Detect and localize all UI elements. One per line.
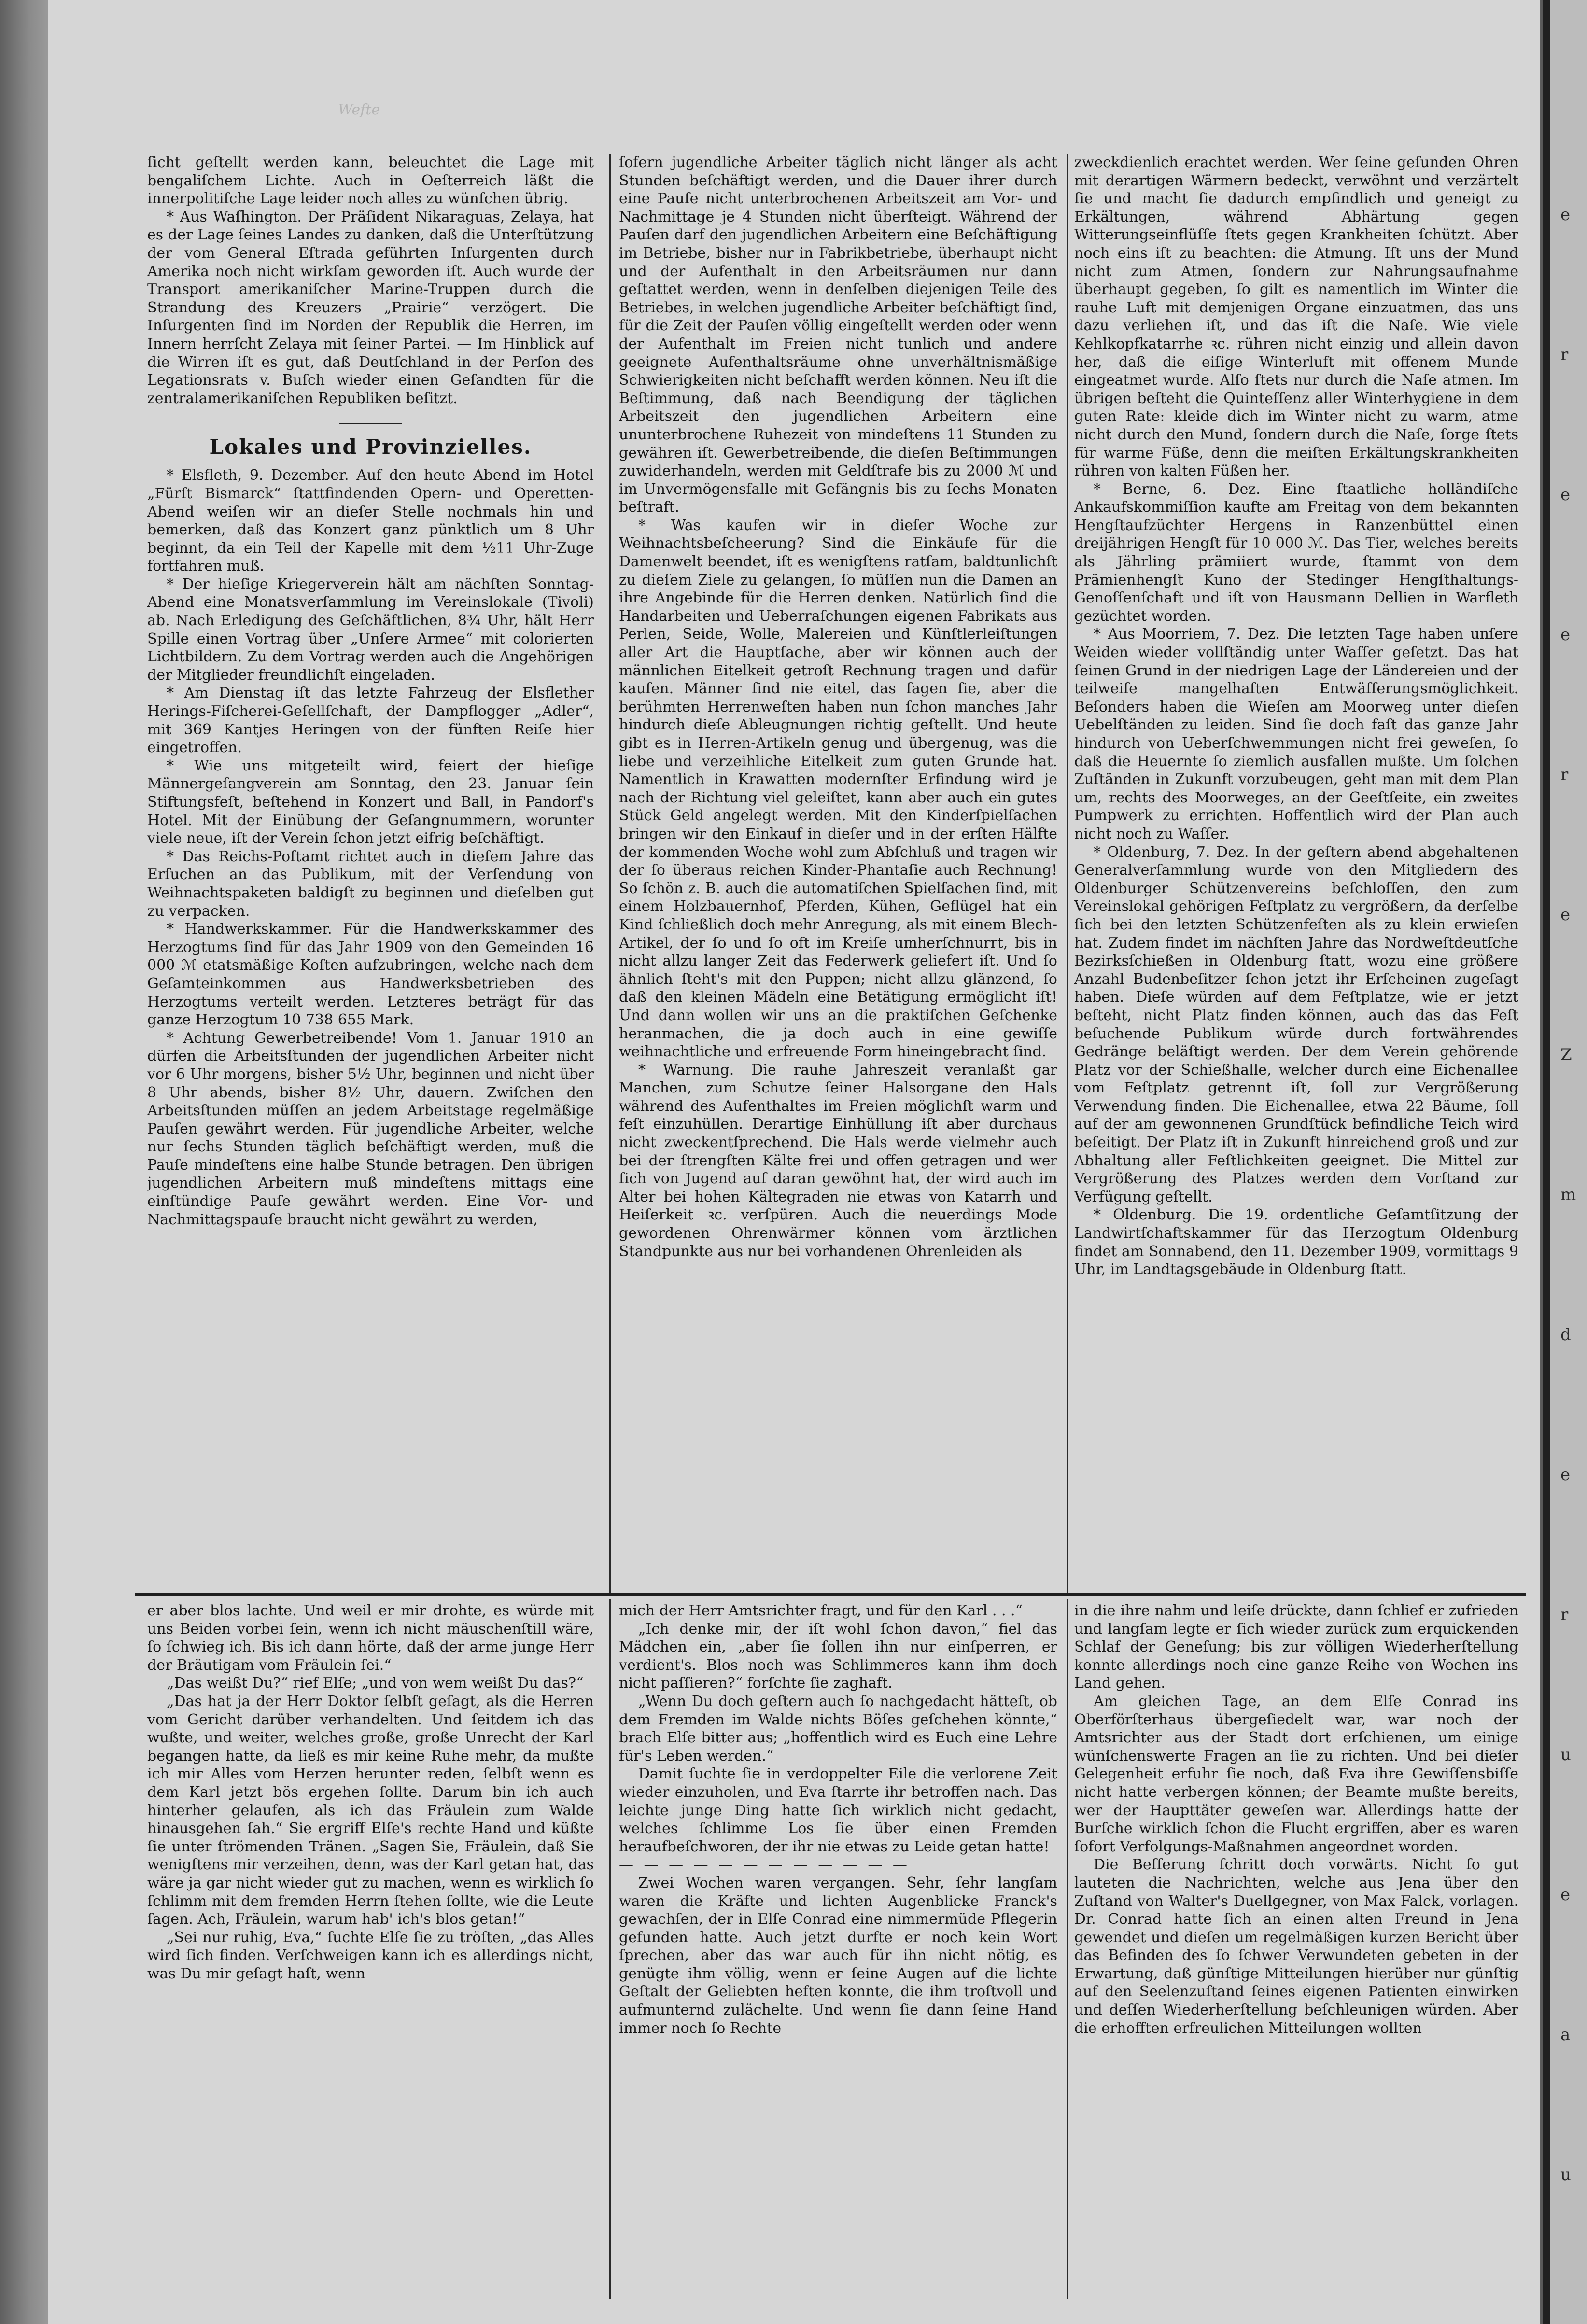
section-separator: [147, 415, 594, 425]
top-column-1: [147, 154, 594, 1587]
column-divider: [1067, 154, 1068, 1593]
article-paragraph: „Wenn Du doch geſtern auch ſo nachgedacht hätteſt, ob dem Fremden im Walde nichts Böſes geſchehen könnte,“ brach Elſe bitter aus; „hoffentlich wird es Euch eine Lehre für's Leben werden.“: [619, 1693, 1057, 1764]
margin-fragment: r: [1560, 1605, 1569, 1624]
separator-line: [339, 423, 402, 424]
article-paragraph: * Warnung. Die rauhe Jahreszeit veranlaßt gar Manchen, zum Schutze ſeiner Halsorgane den Hals während des Aufenthaltes im Freien möglichſt warm und feſt einzuhüllen. Derartige Einhüllung iſt aber durchaus nicht zweckentſprechend. Die Hals werde vielmehr auch bei der ſtrengſten Kälte frei und offen getragen und wer ſich von Jugend auf daran gewöhnt hat, der wird auch im Alter bei hohen Kältegraden nie etwas von Katarrh und Heiſerkeit ꝛc. verſpüren. Auch die neuerdings Mode gewordenen Ohrenwärmer können vom ärztlichen Standpunkte aus nur bei vorhandenen Ohrenleiden als: [619, 1061, 1057, 1260]
margin-fragment: d: [1560, 1325, 1571, 1344]
adjacent-page-fragments: [1560, 145, 1580, 2221]
faint-stamp: Wefte: [338, 101, 380, 118]
section-divider-rule: [135, 1593, 1526, 1596]
article-paragraph: * Das Reichs-Poſtamt richtet auch in dieſem Jahre das Erſuchen an das Publikum, mit der Verſendung von Weihnachtspaketen baldigſt zu beginnen und dieſelben gut zu verpacken.: [147, 848, 594, 920]
margin-fragment: m: [1560, 1185, 1576, 1204]
article-paragraph: er aber blos lachte. Und weil er mir drohte, es würde mit uns Beiden vorbei ſein, wenn ich nicht mäuschenſtill wäre, ſo ſchwieg ich. Bis ich dann hörte, daß der arme junge Herr der Bräutigam vom Fräulein ſei.“: [147, 1602, 594, 1674]
margin-fragment: Z: [1560, 1045, 1572, 1064]
section-heading: Lokales und Provinzielles.: [209, 435, 532, 459]
margin-fragment: r: [1560, 765, 1569, 784]
column-divider: [609, 1599, 611, 2299]
article-paragraph: Am gleichen Tage, an dem Elſe Conrad ins Oberförſterhaus übergeſiedelt war, war noch der Amtsrichter aus der Stadt dort erſchienen, um einige wünſchenswerte Fragen an ſie zu richten. Und bei dieſer Gelegenheit erfuhr ſie noch, daß Eva ihre Gewiſſensbiſſe nicht hatte verbergen können; der Beamte mußte bereits, wer der Haupttäter geweſen war. Allerdings hatte der Burſche wirklich ſchon die Flucht ergriffen, aber es waren ſofort Verfolgungs-Maßnahmen angeordnet worden.: [1074, 1693, 1518, 1855]
article-paragraph: „Sei nur ruhig, Eva,“ ſuchte Elſe ſie zu tröſten, „das Alles wird ſich finden. Verſchweigen kann ich es allerdings nicht, was Du mir geſagt haſt, wenn: [147, 1929, 594, 1982]
margin-fragment: r: [1560, 345, 1569, 364]
article-paragraph: * Aus Waſhington. Der Präſident Nikaraguas, Zelaya, hat es der Lage ſeines Landes zu danken, daß die Unterſtützung der vom General Eſtrada geführten Inſurgenten durch Amerika noch nicht wirkſam geworden iſt. Auch wurde der Transport amerikaniſcher Marine-Truppen durch die Strandung des Kreuzers „Prairie“ verzögert. Die Inſurgenten ſind im Norden der Republik die Herren, im Innern herrſcht Zelaya mit ſeiner Partei. — Im Hinblick auf die Wirren iſt es gut, daß Deutſchland in der Perſon des Legationsrats v. Buſch wieder einen Geſandten für die zentralamerikaniſchen Republiken beſitzt.: [147, 208, 594, 407]
article-paragraph: „Das weißt Du?“ rief Elſe; „und von wem weißt Du das?“: [167, 1675, 584, 1692]
bottom-column-3: [1074, 1602, 1518, 2297]
margin-fragment: u: [1560, 2165, 1571, 2184]
margin-fragment: e: [1560, 1885, 1571, 1904]
article-paragraph: ſicht geſtellt werden kann, beleuchtet die Lage mit bengaliſchem Lichte. Auch in Oeſterreich läßt die innerpolitiſche Lage leider noch alles zu wünſchen übrig.: [147, 154, 594, 208]
article-paragraph: * Was kaufen wir in dieſer Woche zur Weihnachtsbeſcheerung? Sind die Einkäufe für die Damenwelt beendet, iſt es wenigſtens ratſam, baldtunlichſt zu dieſem Ziele zu gelangen, ſo müſſen nun die Damen an ihre Angebinde für die Herren denken. Natürlich ſind die Handarbeiten und Ueberraſchungen eigenen Fabrikats aus Perlen, Seide, Wolle, Malereien und Künſtlerleiſtungen aller Art die Hauptſache, aber wir können auch der männlichen Eitelkeit getroſt Rechnung tragen und dafür kaufen. Männer ſind nie eitel, das ſagen ſie, aber die berühmten Herrenweſten haben nun ſchon manches Jahr hindurch dieſe Ableugnungen richtig geſtellt. Und heute gibt es in Herren-Artikeln genug und übergenug, was die liebe und verzeihliche Eitelkeit zum guten Grunde hat. Namentlich in Krawatten modernſter Erfindung wird je nach der Richtung viel geleiſtet, kann aber auch ein gutes Stück Geld angelegt werden. Mit den Kinderſpielſachen bringen wir den Einkauf in dieſer und in der erſten Hälfte der kommenden Woche wohl zum Abſchluß und tragen wir der ſo überaus reichen Kinder-Phantaſie auch Rechnung! So ſchön z. B. auch die automatiſchen Spielſachen ſind, mit einem Holzbauernhof, Pferden, Kühen, Geflügel hat ein Kind ſchließlich doch mehr Anregung, als mit einem Blech-Artikel, der ſo und ſo oft im Kreiſe umherſchnurrt, bis in nicht allzu langer Zeit das Federwerk geliefert iſt. Und ſo ähnlich ſteht's mit den Puppen; nicht allzu glänzend, ſo daß den kleinen Mädeln eine Betätigung ermöglicht iſt! Und dann wollen wir uns an die praktiſchen Geſchenke heranmachen, die ja doch auch in eine gewiſſe weihnachtliche und erfreuende Form hineingebracht ſind.: [619, 517, 1057, 1061]
article-paragraph: * Oldenburg, 7. Dez. In der geſtern abend abgehaltenen Generalverſammlung wurde von den Mitgliedern des Oldenburger Schützenvereins beſchloſſen, den zum Vereinslokal gehörigen Feſtplatz zu vergrößern, da derſelbe ſich bei den letzten Schützenfeſten als zu klein erwieſen hat. Zudem findet im nächſten Jahre das Nordweſtdeutſche Bezirksſchießen in Oldenburg ſtatt, wozu eine größere Anzahl Budenbeſitzer ſchon jetzt ihr Erſcheinen zugeſagt haben. Dieſe würden auf dem Feſtplatze, wie er jetzt beſteht, nicht Platz finden können, auch das das Feſt beſuchende Publikum würde durch fortwährendes Gedränge beläſtigt werden. Der dem Verein gehörende Platz vor der Schießhalle, welcher durch eine Eichenallee vom Feſtplatz getrennt iſt, ſoll zur Vergrößerung Verwendung finden. Die Eichenallee, etwa 22 Bäume, ſoll auf der am gewonnenen Grundſtück befindliche Teich wird beſeitigt. Der Platz iſt in Zukunft hinreichend groß und zur Abhaltung aller Feſtlichkeiten geeignet. Die Mittel zur Vergrößerung des Platzes werden dem Vorſtand zur Verfügung geſtellt.: [1074, 843, 1518, 1205]
article-paragraph: mich der Herr Amtsrichter fragt, und für den Karl . . .“: [619, 1602, 1023, 1619]
margin-fragment: e: [1560, 905, 1571, 924]
article-paragraph: * Der hieſige Kriegerverein hält am nächſten Sonntag-Abend eine Monatsverſammlung im Vereinslokale (Tivoli) ab. Nach Erledigung des Geſchäftlichen, 8¾ Uhr, hält Herr Spille einen Vortrag über „Unſere Armee“ mit colorierten Lichtbildern. Zu dem Vortrag werden auch die Angehörigen der Mitglieder freundlichſt eingeladen.: [147, 575, 594, 684]
margin-fragment: a: [1560, 2025, 1571, 2044]
dash-separator: — — — — — — — — — — — —: [619, 1856, 910, 1874]
margin-fragment: e: [1560, 625, 1571, 644]
article-paragraph: ſofern jugendliche Arbeiter täglich nicht länger als acht Stunden beſchäftigt werden, und die Dauer ihrer durch eine Pauſe nicht unterbrochenen Arbeitszeit am Vor- und Nachmittage je 4 Stunden nicht überſteigt. Während der Pauſen darf den jugendlichen Arbeitern eine Beſchäftigung im Betriebe, bisher nur in Fabrikbetriebe, überhaupt nicht und der Aufenthalt in den Arbeitsräumen nur dann geſtattet werden, wenn in denſelben diejenigen Teile des Betriebes, in welchen jugendliche Arbeiter beſchäftigt ſind, für die Zeit der Pauſen völlig eingeſtellt werden oder wenn der Aufenthalt im Freien nicht tunlich und andere geeignete Aufenthaltsräume ohne unverhältnismäßige Schwierigkeiten nicht beſchafft werden können. Neu iſt die Beſtimmung, daß nach Beendigung der täglichen Arbeitszeit den jugendlichen Arbeitern eine ununterbrochene Ruhezeit von mindeſtens 11 Stunden zu gewähren iſt. Gewerbetreibende, die dieſen Beſtimmungen zuwiderhandeln, werden mit Geldſtrafe bis zu 2000 ℳ und im Unvermögensfalle mit Gefängnis bis zu ſechs Monaten beſtraft.: [619, 154, 1057, 516]
article-paragraph: * Elsfleth, 9. Dezember. Auf den heute Abend im Hotel „Fürſt Bismarck“ ſtattfindenden Opern- und Operetten-Abend weiſen wir an dieſer Stelle nochmals hin und bemerken, daß das Konzert ganz pünktlich um 8 Uhr beginnt, da ein Teil der Kapelle mit dem ½11 Uhr-Zuge fortfahren muß.: [147, 467, 594, 575]
column-divider: [1067, 1599, 1068, 2299]
article-paragraph: „Ich denke mir, der iſt wohl ſchon davon,“ fiel das Mädchen ein, „aber ſie ſollen ihn nur einſperren, er verdient's. Blos noch was Schlimmeres kann ihm doch nicht paſſieren?“ forſchte ſie zaghaft.: [619, 1620, 1057, 1692]
article-paragraph: zweckdienlich erachtet werden. Wer ſeine geſunden Ohren mit derartigen Wärmern bedeckt, verwöhnt und verzärtelt ſie und macht ſie dadurch empfindlich und geneigt zu Erkältungen, während Abhärtung gegen Witterungseinflüſſe ſtets gegen Krankheiten ſchützt. Aber noch eins iſt zu beachten: die Atmung. Iſt uns der Mund nicht zum Atmen, ſondern zur Nahrungsaufnahme überhaupt gegeben, ſo gilt es namentlich im Winter die rauhe Luft mit demjenigen Organe einzuatmen, das uns dazu verliehen iſt, und das iſt die Naſe. Wie viele Kehlkopfkatarrhe ꝛc. rühren nicht einzig und allein davon her, daß die eiſige Winterluft mit offenem Munde eingeatmet wurde. Alſo ſtets nur durch die Naſe atmen. Im übrigen beſteht die Quinteſſenz aller Winterhygiene in dem guten Rate: kleide dich im Winter nicht zu warm, atme nicht durch den Mund, ſondern durch die Naſe, ſorge ſtets für warme Füße, denn die meiſten Erkältungskrankheiten rühren von kalten Füßen her.: [1074, 154, 1518, 480]
article-paragraph: in die ihre nahm und leiſe drückte, dann ſchlief er zufrieden und langſam legte er ſich wieder zurück zum erquickenden Schlaf der Geneſung; bis zur völligen Wiederherſtellung konnte allerdings noch eine ganze Reihe von Wochen ins Land gehen.: [1074, 1602, 1518, 1692]
article-paragraph: Zwei Wochen waren vergangen. Sehr, ſehr langſam waren die Kräfte und lichten Augenblicke Franck's gewachſen, der in Elſe Conrad eine nimmermüde Pflegerin gefunden hatte. Auch jetzt durfte er noch kein Wort ſprechen, aber das war auch für ihn nicht nötig, es genügte ihm völlig, wenn er ſeine Augen auf die lichte Geſtalt der Geliebten heften konnte, die ihm troſtvoll und aufmunternd zulächelte. Und wenn ſie dann ſeine Hand immer noch ſo Rechte: [619, 1874, 1057, 2037]
margin-fragment: e: [1560, 1465, 1571, 1484]
bottom-column-2: [619, 1602, 1057, 2297]
top-column-3: [1074, 154, 1518, 1587]
article-paragraph: * Am Dienstag iſt das letzte Fahrzeug der Elsflether Herings-Fiſcherei-Geſellſchaft, der Dampflogger „Adler“, mit 369 Kantjes Heringen von der fünften Reiſe hier eingetroffen.: [147, 685, 594, 756]
article-paragraph: * Wie uns mitgeteilt wird, feiert der hieſige Männergeſangverein am Sonntag, den 23. Januar ſein Stiftungsfeſt, beſtehend in Konzert und Ball, in Pandorf's Hotel. Mit der Einübung der Geſangnummern, worunter viele neue, iſt der Verein ſchon jetzt eifrig beſchäftigt.: [147, 757, 594, 847]
article-paragraph: Damit ſuchte ſie in verdoppelter Eile die verlorene Zeit wieder einzuholen, und Eva ſtarrte ihr betroffen nach. Das leichte junge Ding hatte ſich wirklich nicht gedacht, welches ſchlimme Los ſie über einen Fremden heraufbeſchworen, der ihr nie etwas zu Leide getan hatte!: [619, 1765, 1057, 1855]
article-paragraph: * Berne, 6. Dez. Eine ſtaatliche holländiſche Ankaufskommiſſion kaufte am Freitag von dem bekannten Hengſtaufzüchter Hergens in Ranzenbüttel einen dreijährigen Hengſt für 10 000 ℳ. Das Tier, welches bereits als Jährling prämiiert wurde, ſtammt von dem Prämienhengſt Kuno der Stedinger Hengſthaltungs-Genoſſenſchaft und iſt von Hausmann Dellien in Warfleth gezüchtet worden.: [1074, 480, 1518, 625]
article-paragraph: * Aus Moorriem, 7. Dez. Die letzten Tage haben unſere Weiden wieder vollſtändig unter Waſſer geſetzt. Das hat ſeinen Grund in der niedrigen Lage der Ländereien und der teilweiſe mangelhaften Entwäſſerungsmöglichkeit. Beſonders haben die Wieſen am Moorweg unter dieſen Uebelſtänden zu leiden. Sind ſie doch faſt das ganze Jahr hindurch von Ueberſchwemmungen nicht frei geweſen, ſo daß die Heuernte ſo ziemlich ausfallen mußte. Um ſolchen Zuſtänden in Zukunft vorzubeugen, geht man mit dem Plan um, rechts des Moorweges, an der Geeſtſeite, ein zweites Pumpwerk zu errichten. Hoffentlich wird der Plan auch nicht noch zu Waſſer.: [1074, 626, 1518, 842]
margin-fragment: u: [1560, 1745, 1571, 1764]
bottom-column-1: [147, 1602, 594, 2297]
article-paragraph: * Handwerkskammer. Für die Handwerkskammer des Herzogtums ſind für das Jahr 1909 von den Gemeinden 16 000 ℳ etatsmäßige Koſten aufzubringen, welche nach dem Geſamteinkommen aus Handwerksbetrieben des Herzogtums verteilt werden. Letzteres beträgt für das ganze Herzogtum 10 738 655 Mark.: [147, 921, 594, 1029]
article-paragraph: * Oldenburg. Die 19. ordentliche Geſamtſitzung der Landwirtſchaftskammer für das Herzogtum Oldenburg findet am Sonnabend, den 11. Dezember 1909, vormittags 9 Uhr, im Landtagsgebäude in Oldenburg ſtatt.: [1074, 1206, 1518, 1278]
article-paragraph: „Das hat ja der Herr Doktor ſelbſt geſagt, als die Herren vom Gericht darüber verhandelten. Und ſeitdem ich das wußte, und weiter, welches große, große Unrecht der Karl begangen hatte, da ließ es mir keine Ruhe mehr, da mußte ich mir Alles vom Herzen herunter reden, ſelbſt wenn es dem Karl jetzt bös ergehen ſollte. Darum bin ich auch hinterher gelaufen, als ich das Fräulein zum Walde hinausgehen ſah.“ Sie ergriff Elſe's rechte Hand und küßte ſie unter ſtrömenden Tränen. „Sagen Sie, Fräulein, daß Sie wenigſtens mir verzeihen, denn, was der Karl getan hat, das wäre ja gar nicht wieder gut zu machen, wenn es wirklich ſo ſchlimm mit dem fremden Herrn ſtehen ſollte, wie die Leute ſagen. Ach, Fräulein, warum hab' ich's blos getan!“: [147, 1693, 594, 1928]
column-divider: [609, 154, 611, 1593]
top-column-2: [619, 154, 1057, 1587]
article-paragraph: Die Beſſerung ſchritt doch vorwärts. Nicht ſo gut lauteten die Nachrichten, welche aus Jena über den Zuſtand von Walter's Duellgegner, von Max Falck, vorlagen. Dr. Conrad hatte ſich an einen alten Freund in Jena gewendet und dieſen um regelmäßigen kurzen Bericht über das Befinden des ſo ſchwer Verwundeten gebeten in der Erwartung, daß günſtige Mitteilungen hierüber nur günſtig auf den Seelenzuſtand ſeines eigenen Patienten einwirken und deſſen Wiederherſtellung beſchleunigen würden. Aber die erhofften erfreulichen Mitteilungen wollten: [1074, 1856, 1518, 2037]
margin-fragment: e: [1560, 205, 1571, 224]
article-paragraph: * Achtung Gewerbetreibende! Vom 1. Januar 1910 an dürfen die Arbeitsſtunden der jugendlichen Arbeiter nicht vor 6 Uhr morgens, bisher 5½ Uhr, beginnen und nicht über 8 Uhr abends, bisher 8½ Uhr, dauern. Zwiſchen den Arbeitsſtunden müſſen an jedem Arbeitstage regelmäßige Pauſen gewährt werden. Für jugendliche Arbeiter, welche nur ſechs Stunden täglich beſchäftigt werden, muß die Pauſe mindeſtens eine halbe Stunde betragen. Den übrigen jugendlichen Arbeitern muß mindeſtens mittags eine einſtündige Pauſe gewährt werden. Eine Vor- und Nachmittagspauſe braucht nicht gewährt zu werden,: [147, 1029, 594, 1228]
margin-fragment: e: [1560, 485, 1571, 504]
